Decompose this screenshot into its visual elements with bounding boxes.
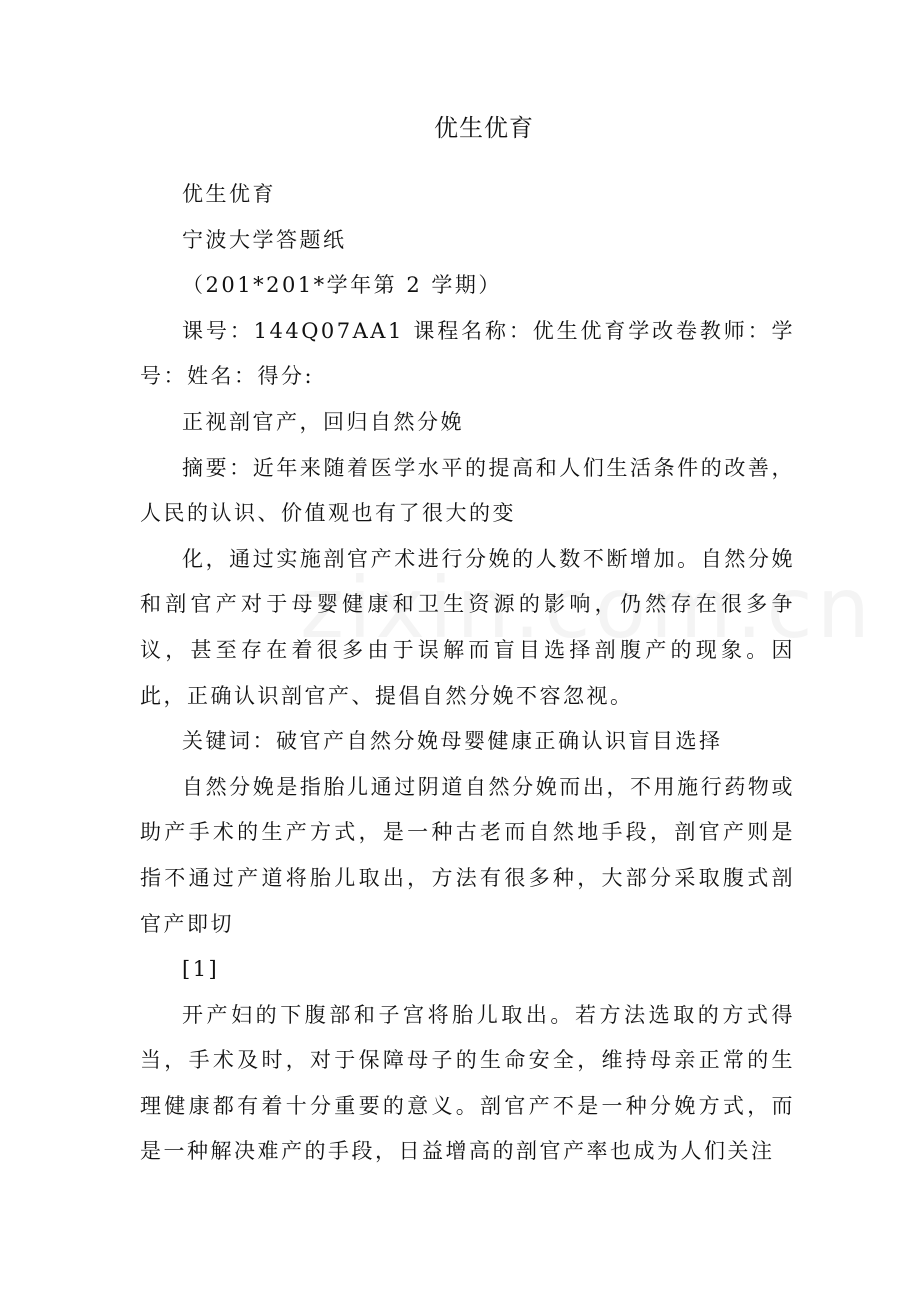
body-paragraph: 开产妇的下腹部和子宫将胎儿取出。若方法选取的方式得当，手术及时，对于保障母子的生命安全，维持母亲正常的生理健康都有着十分重要的意义。剖官产不是一种分娩方式，而是一种解决难产的手段，日益增高的剖官产率也成为人们关注 [140, 1002, 795, 1164]
essay-title: 正视剖官产，回归自然分娩 [182, 409, 464, 434]
abstract-paragraph: 摘要：近年来随着医学水平的提高和人们生活条件的改善，人民的认识、价值观也有了很大的变 [140, 455, 795, 526]
course-info: 课号：144Q07AA1 课程名称：优生优育学改卷教师：学号：姓名：得分: [140, 318, 795, 389]
university-answer-sheet: 宁波大学答题纸 [182, 227, 347, 252]
document-body [140, 172, 795, 1175]
document-title: 优生优育 [434, 114, 534, 142]
abstract-continuation: 化，通过实施剖官产术进行分娩的人数不断增加。自然分娩和剖官产对于母婴健康和卫生资源的影响，仍然存在很多争议，甚至存在着很多由于误解而盲目选择剖腹产的现象。因此，正确认识剖官产、提倡自然分娩不容忽视。 [140, 546, 795, 708]
keywords-paragraph: 关键词：破官产自然分娩母婴健康正确认识盲目选择 [182, 729, 723, 754]
body-paragraph: 自然分娩是指胎儿通过阴道自然分娩而出，不用施行药物或助产手术的生产方式，是一种古老而自然地手段，剖官产则是指不通过产道将胎儿取出，方法有很多种，大部分采取腹式剖官产即切 [140, 774, 795, 936]
subject-line: 优生优育 [182, 182, 276, 206]
citation-reference: [1] [182, 957, 220, 982]
semester-line: （201*201*学年第 2 学期） [182, 273, 502, 298]
